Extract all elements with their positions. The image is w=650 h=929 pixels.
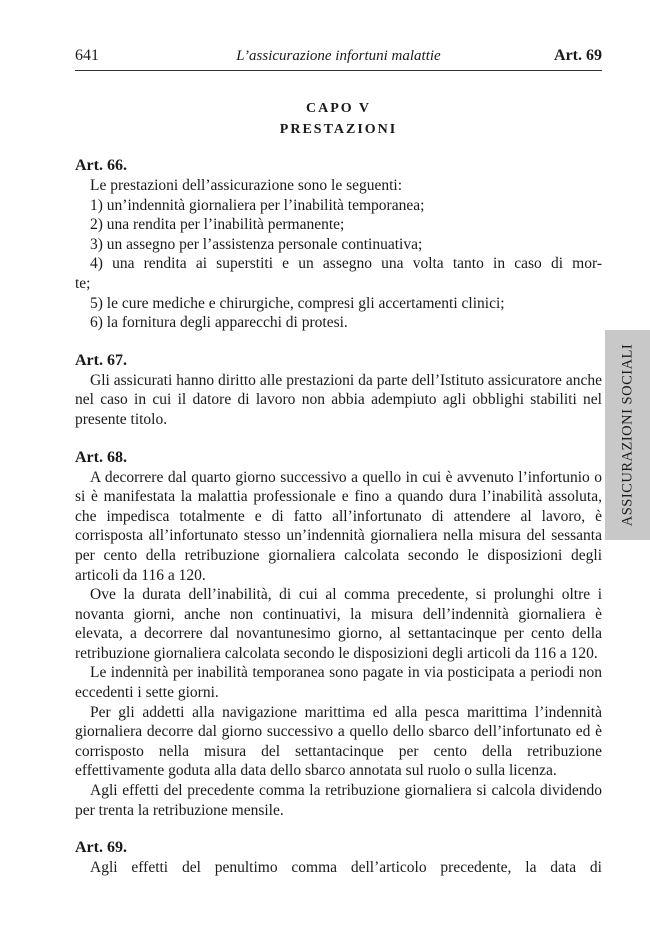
running-title: L’assicurazione infortuni malattie (236, 48, 441, 64)
list-item: 6) la fornitura degli apparecchi di protesi. (90, 314, 348, 332)
article-heading: Art. 67. (75, 351, 127, 369)
header-article-ref: Art. 69 (554, 47, 602, 64)
page-header (75, 44, 602, 68)
article-heading: Art. 68. (75, 448, 127, 466)
document-body (75, 156, 602, 878)
article-paragraph: Le indennità per inabilità temporanea sono pagate in via posticipata a periodi non eccedenti i sette giorni. (75, 664, 602, 702)
article-paragraph: A decorrere dal quarto giorno successivo a quello in cui è avvenuto l’infortunio o si è manifestata la malattia professionale e fino a quando dura l’inabilità assoluta, che impedisca totalmente e di fatto all’infortunato di attendere al lavoro, è corrisposta all’infortunato stesso un’indennità giornaliera nella misura del sessanta per cento della retribuzione giornaliera calcolata secondo le disposizioni degli articoli da 116 a 120. (75, 468, 602, 584)
section-side-tab (605, 330, 650, 540)
list-item: 4) una rendita ai superstiti e un assegno una volta tanto in caso di mor- (90, 255, 602, 273)
article-paragraph: Agli effetti del penultimo comma dell’articolo precedente, la data di (90, 859, 602, 877)
page-number: 641 (75, 47, 99, 64)
article-heading: Art. 69. (75, 839, 127, 857)
list-item-continuation: te; (75, 274, 91, 292)
chapter-title: PRESTAZIONI (279, 122, 398, 137)
article-66 (75, 156, 602, 333)
list-item: 3) un assegno per l’assistenza personale continuativa; (90, 235, 423, 253)
article-paragraph: Ove la durata dell’inabilità, di cui al comma precedente, si prolunghi oltre i novanta giorni, anche non continuativi, la misura dell’indennità giornaliera è elevata, a decorrere dal novantunesimo giorno, al settantacinque per cento della retribuzione giornaliera calcolata secondo le disposizioni degli articoli da 116 a 120. (75, 586, 602, 662)
list-item: 2) una rendita per l’inabilità permanente; (90, 216, 345, 234)
article-68 (75, 448, 602, 821)
chapter-number: CAPO V (305, 101, 372, 116)
article-intro: Le prestazioni dell’assicurazione sono le seguenti: (90, 177, 403, 194)
header-rule (75, 70, 602, 71)
list-item: 1) un’indennità giornaliera per l’inabilità temporanea; (90, 196, 425, 214)
article-67 (75, 351, 602, 430)
article-paragraph: Per gli addetti alla navigazione marittima ed alla pesca marittima l’indennità giornaliera decorre dal giorno successivo a quello dello sbarco dell’infortunato ed è corrisposto nella misura del settantacinque per cento della retribuzione effettivamente goduta alla data dello sbarco annotata sul ruolo o sulla licenza. (75, 703, 602, 780)
article-69 (75, 838, 602, 878)
article-paragraph: Agli effetti del precedente comma la retribuzione giornaliera si calcola dividendo per trenta la retribuzione mensile. (75, 782, 602, 819)
article-heading: Art. 66. (75, 157, 127, 174)
side-tab-label: ASSICURAZIONI SOCIALI (619, 343, 635, 527)
article-paragraph: Gli assicurati hanno diritto alle prestazioni da parte dell’Istituto assicuratore anche nel caso in cui il datore di lavoro non abbia adempiuto agli obblighi stabiliti nel presente titolo. (75, 371, 602, 428)
list-item: 5) le cure mediche e chirurgiche, compresi gli accertamenti clinici; (90, 294, 505, 312)
